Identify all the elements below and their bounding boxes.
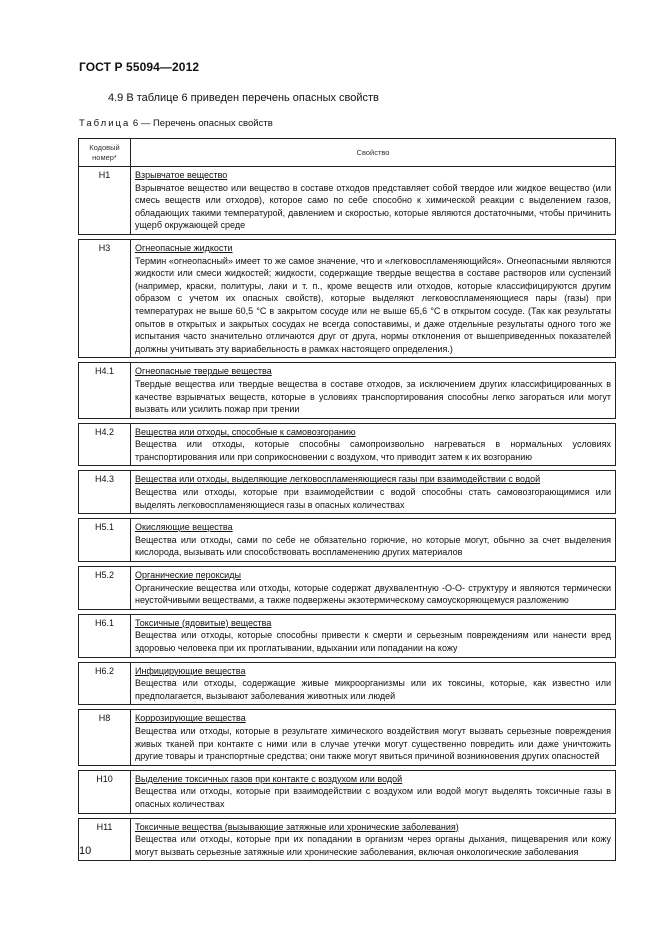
hazard-code: Н11 [79, 818, 131, 861]
hazard-property [131, 363, 616, 418]
hazard-title: Огнеопасные твердые вещества [135, 366, 272, 377]
hazard-title: Окисляющие вещества [135, 522, 233, 533]
hazard-title: Вещества или отходы, способные к самовозгоранию [135, 426, 356, 437]
table-row [79, 519, 616, 562]
hazard-properties-table [78, 138, 616, 861]
table-row [79, 662, 616, 705]
hazard-title: Органические пероксиды [135, 570, 241, 581]
hazard-property [131, 167, 616, 235]
hazard-title: Взрывчатое вещество [135, 170, 228, 180]
table-row [79, 614, 616, 657]
table-row [79, 818, 616, 861]
hazard-description: Вещества или отходы, которые при взаимодействии с воздухом или водой могут выделять токсичные газы в опасных количествах [135, 786, 611, 809]
table-caption-text: 6 — Перечень опасных свойств [132, 118, 273, 129]
table-caption [79, 118, 273, 129]
hazard-description: Вещества или отходы, которые при их попадании в организм через органы дыхания, пищеварения или кожу могут вызвать серьезные затяжные или хронические заболевания, включая онкологические заболевания [135, 834, 611, 857]
hazard-property [131, 818, 616, 861]
table-body [79, 167, 616, 861]
table-row [79, 471, 616, 514]
hazard-code: Н4.3 [79, 471, 131, 514]
table-row [79, 363, 616, 418]
hazard-title: Выделение токсичных газов при контакте с воздухом или водой [135, 773, 403, 784]
hazard-property [131, 614, 616, 657]
hazard-code: Н4.2 [79, 423, 131, 466]
hazard-title: Огнеопасные жидкости [135, 242, 233, 253]
intro-paragraph: 4.9 В таблице 6 приведен перечень опасных свойств [108, 92, 379, 104]
column-header-code: Кодовый номер* [79, 139, 131, 167]
hazard-description: Органические вещества или отходы, которые содержат двухвалентную -О-О- структуру и являются термически неустойчивыми веществами, а также подвержены экзотермическому самоускоряющемуся разложению [135, 582, 611, 606]
hazard-code: Н6.2 [79, 662, 131, 705]
hazard-code: Н5.1 [79, 519, 131, 562]
hazard-description: Вещества или отходы, которые способны самопроизвольно нагреваться в нормальных условиях транспортирования или при соприкосновении с воздухом, что приводит затем к их возгоранию [135, 439, 611, 462]
table-row [79, 770, 616, 813]
hazard-description: Вещества или отходы, сами по себе не обязательно горючие, но которые могут, обычно за счет выделения кислорода, вызывать или способствовать воспламенению других материалов [135, 534, 611, 558]
hazard-code: Н1 [79, 167, 131, 235]
hazard-description: Вещества или отходы, которые в результате химического воздействия могут вызвать серьезные повреждения живых тканей при контакте с ними или в случае утечки могут существенно повредить или даже уничтожить другие товары и транспортные средства; они также могут явиться причиной возникновения других опасностей [135, 725, 611, 762]
hazard-title: Вещества или отходы, выделяющие легковоспламеняющиеся газы при взаимодействии с водой [135, 474, 541, 485]
hazard-property [131, 423, 616, 466]
table-row [79, 167, 616, 235]
table-caption-prefix: Таблица [79, 118, 131, 129]
hazard-description: Твердые вещества или твердые вещества в составе отходов, за исключением других классифицированных в качестве взрывчатых веществ, которые в условиях транспортирования способны легко загораться или могут вызвать или усилить пожар при трении [135, 378, 611, 415]
hazard-description: Термин «огнеопасный» имеет то же самое значение, что и «легковоспламеняющийся». Огнеопасными являются жидкости или смеси жидкостей; жидкости, содержащие твердые вещества в составе растворов или суспензий (например, краски, политуры, лаки и т. п., кроме веществ или отходов, которые классифицируются другим образом с учетом их опасных свойств), которые выделяют легковоспламеняющиеся пары (газы) при температурах не выше 60,5 °С в закрытом сосуде или не выше 65,6 °С в открытом сосуде. (Так как результаты опытов в открытых и закрытых сосудах не всегда сопоставимы, и даже отдельные результаты одного того же испытания часто значительно отличаются друг от друга, нормы отклонения от вышеприведенных показателей должны учитывать эту вариабельность в рамках настоящего определения.) [135, 255, 611, 354]
hazard-property [131, 471, 616, 514]
hazard-property [131, 710, 616, 765]
hazard-code: Н3 [79, 239, 131, 357]
hazard-property [131, 567, 616, 610]
hazard-property [131, 770, 616, 813]
page-number: 10 [79, 845, 92, 857]
table-row [79, 710, 616, 765]
hazard-code: Н10 [79, 770, 131, 813]
table-row [79, 567, 616, 610]
hazard-property [131, 662, 616, 705]
hazard-description: Вещества или отходы, которые способны привести к смерти и серьезным повреждениям или нанести вред здоровью человека при их проглатывании, вдыхании или попадании на кожу [135, 630, 611, 653]
hazard-code: Н6.1 [79, 614, 131, 657]
hazard-code: Н4.1 [79, 363, 131, 418]
hazard-description: Вещества или отходы, содержащие живые микроорганизмы или их токсины, которые, как известно или предполагается, вызывают заболевания животных или людей [135, 678, 611, 701]
table-row [79, 423, 616, 466]
hazard-description: Вещества или отходы, которые при взаимодействии с водой способны стать самовозгорающимися или выделять легковоспламеняющиеся газы в опасных количествах [135, 487, 611, 510]
hazard-code: Н5.2 [79, 567, 131, 610]
hazard-description: Взрывчатое вещество или вещество в составе отходов представляет собой твердое или жидкое вещество (или смесь веществ или отходов), которое само по себе способно к химической реакции с выделением газов, обладающих такими температурой, давлением и скоростью, которые являются достаточными, чтобы причинить ущерб окружающей среде [135, 182, 611, 231]
document-header: ГОСТ Р 55094—2012 [79, 60, 200, 74]
hazard-title: Коррозирующие вещества [135, 713, 246, 724]
table-row [79, 239, 616, 357]
hazard-code: Н8 [79, 710, 131, 765]
hazard-property [131, 519, 616, 562]
hazard-property [131, 239, 616, 357]
hazard-title: Токсичные вещества (вызывающие затяжные или хронические заболевания) [135, 821, 459, 832]
hazard-title: Инфицирующие вещества [135, 665, 246, 676]
hazard-title: Токсичные (ядовитые) вещества [135, 617, 272, 628]
column-header-property: Свойство [131, 139, 616, 167]
